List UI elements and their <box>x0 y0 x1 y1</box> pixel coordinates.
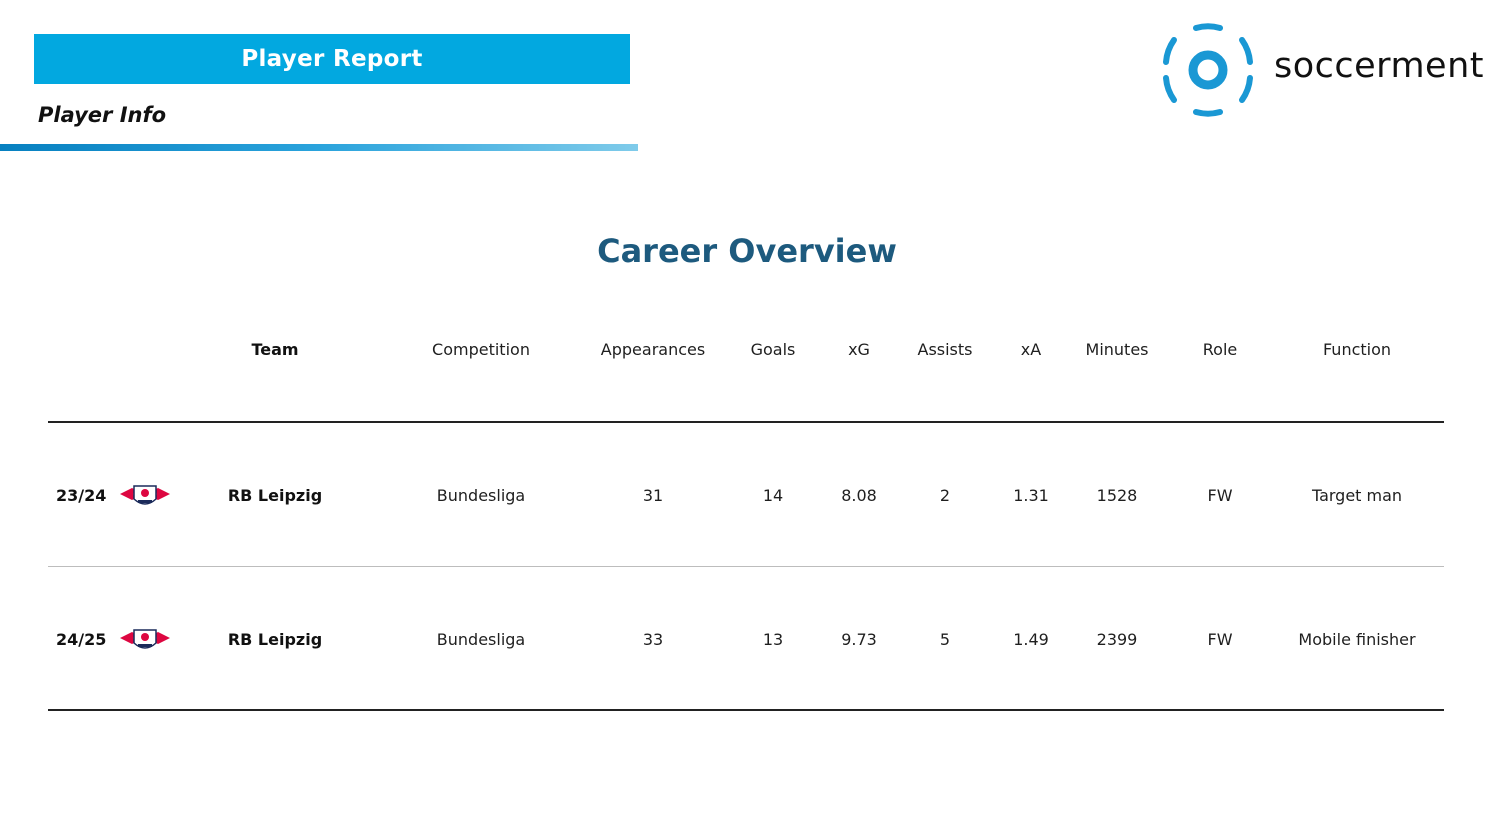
brand-logo <box>1160 22 1490 118</box>
xg-value: 9.73 <box>841 630 877 649</box>
minutes-value: 2399 <box>1096 630 1138 649</box>
assists-value: 5 <box>939 630 951 649</box>
goals-value: 14 <box>762 486 784 505</box>
section-title: Player Info <box>38 103 167 127</box>
column-header-assists: Assists <box>917 340 973 359</box>
column-header-competition: Competition <box>432 340 530 359</box>
xa-value: 1.49 <box>1013 630 1049 649</box>
team-name: RB Leipzig <box>227 630 323 649</box>
appearances-value: 31 <box>642 486 664 505</box>
column-header-function: Function <box>1322 340 1392 359</box>
column-header-xg: xG <box>848 340 870 359</box>
report-title: Player Report <box>241 46 423 72</box>
competition-value: Bundesliga <box>436 630 526 649</box>
table-row <box>48 422 1444 566</box>
column-header-team: Team <box>251 340 299 359</box>
table-header <box>48 320 1444 378</box>
column-header-xa: xA <box>1020 340 1042 359</box>
assists-value: 2 <box>939 486 951 505</box>
competition-value: Bundesliga <box>436 486 526 505</box>
brand-name: soccerment <box>1274 46 1484 86</box>
column-header-appearances: Appearances <box>600 340 706 359</box>
column-header-role: Role <box>1202 340 1238 359</box>
report-title-banner <box>34 34 630 84</box>
soccerment-ball-icon <box>1160 22 1256 118</box>
table-row <box>48 566 1444 710</box>
minutes-value: 1528 <box>1096 486 1138 505</box>
table-bottom-rule <box>48 709 1444 711</box>
section-divider <box>0 144 638 151</box>
career-overview-title: Career Overview <box>597 232 897 270</box>
function-value: Target man <box>1311 486 1403 505</box>
rb-leipzig-crest-icon <box>118 479 172 511</box>
column-header-minutes: Minutes <box>1085 340 1149 359</box>
season-label: 24/25 <box>56 630 107 649</box>
rb-leipzig-crest-icon <box>118 623 172 655</box>
column-header-goals: Goals <box>750 340 796 359</box>
xa-value: 1.31 <box>1013 486 1049 505</box>
goals-value: 13 <box>762 630 784 649</box>
season-label: 23/24 <box>56 486 107 505</box>
team-name: RB Leipzig <box>227 486 323 505</box>
appearances-value: 33 <box>642 630 664 649</box>
role-value: FW <box>1207 630 1233 649</box>
role-value: FW <box>1207 486 1233 505</box>
xg-value: 8.08 <box>841 486 877 505</box>
function-value: Mobile finisher <box>1298 630 1416 649</box>
